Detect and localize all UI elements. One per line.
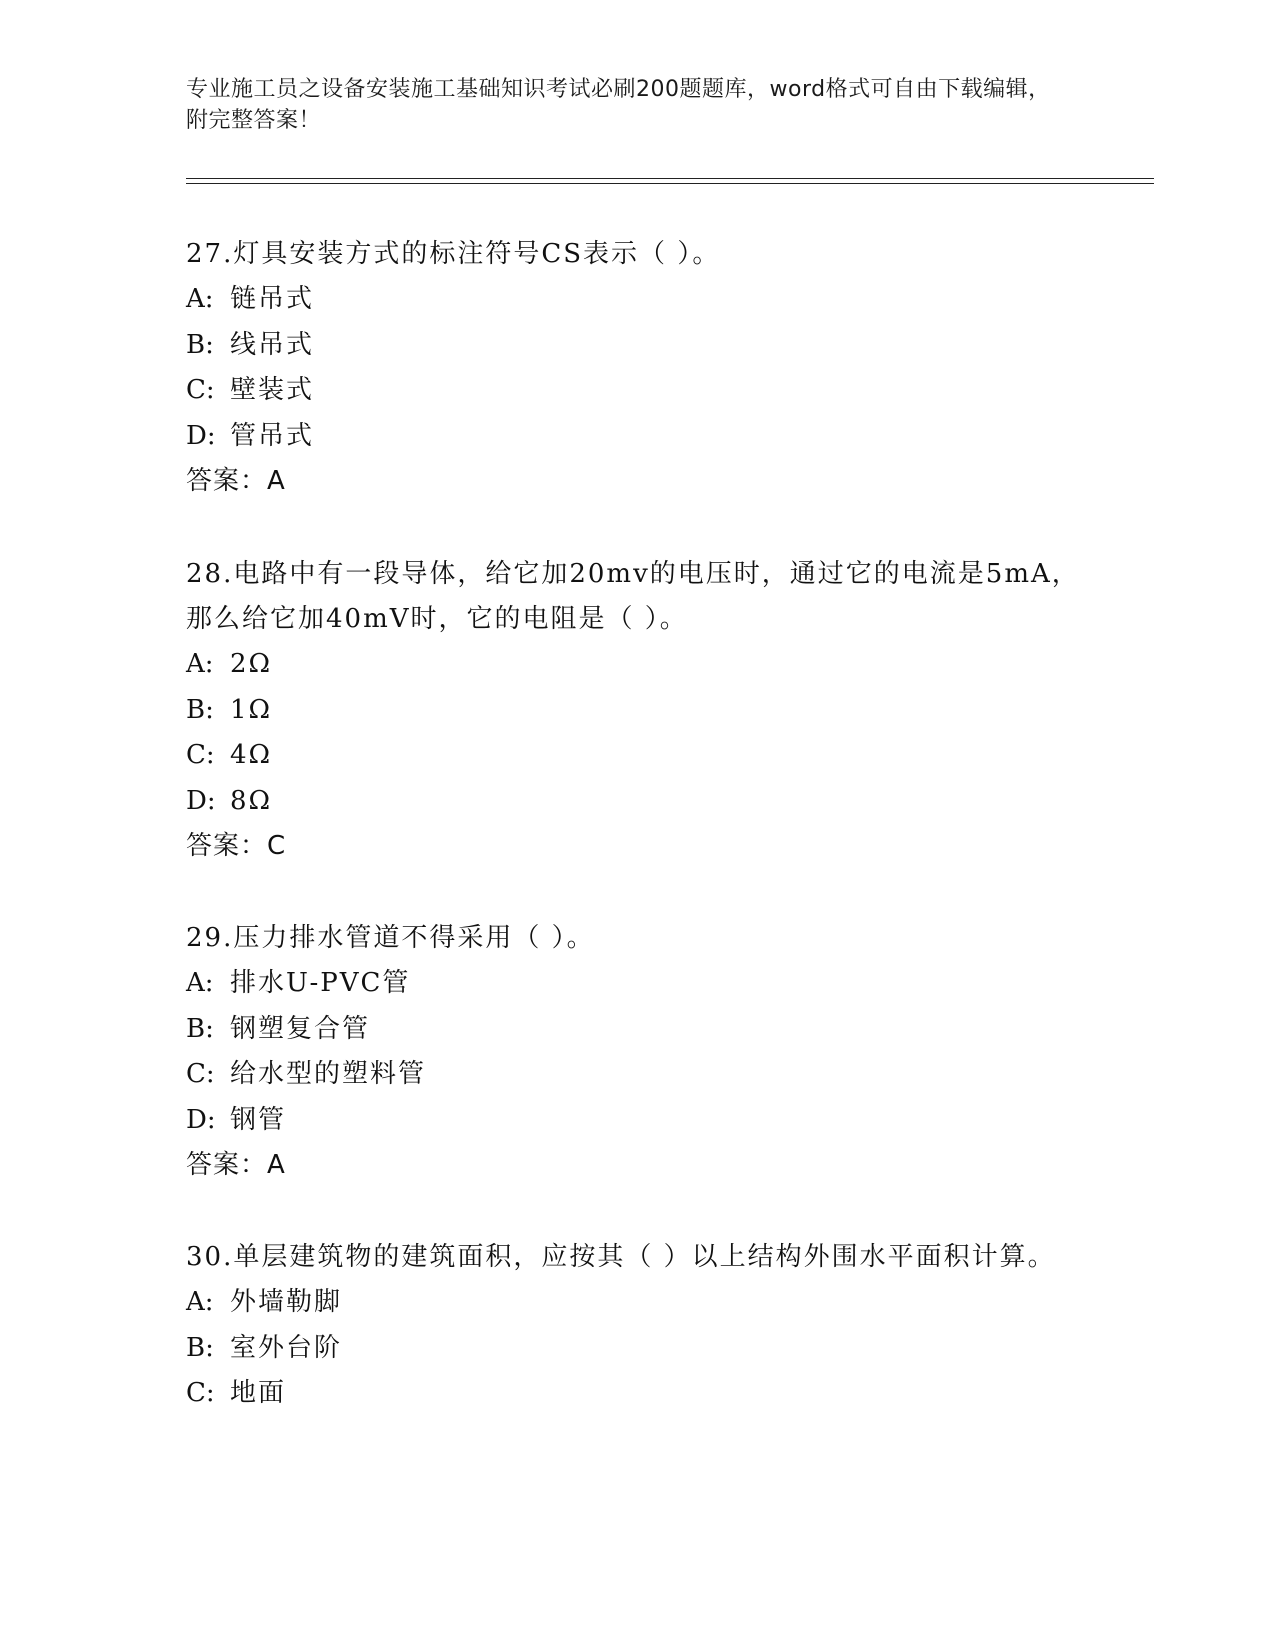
option-text: 室外台阶 [230, 1332, 343, 1363]
question-stem: 28.电路中有一段导体，给它加20mv的电压时，通过它的电流是5mA，那么给它加40mV时，它的电阻是（ ）。 [186, 559, 1080, 634]
option-text: 管吊式 [230, 420, 315, 451]
option-text: 8Ω [230, 785, 273, 816]
header-divider-top [186, 178, 1154, 179]
option-letter: B: [186, 694, 214, 725]
option-d [186, 1098, 1106, 1144]
option-letter: A: [186, 1287, 214, 1317]
option-letter: B: [186, 1013, 214, 1044]
option-a [186, 961, 1106, 1007]
option-letter: C: [186, 740, 215, 770]
option-text: 链吊式 [230, 284, 315, 314]
option-letter: D: [186, 785, 216, 816]
answer-line: 答案：A [186, 1150, 286, 1180]
option-letter: A: [186, 968, 214, 998]
option-b [186, 1007, 1106, 1053]
option-b [186, 688, 1106, 734]
question-29 [186, 916, 1106, 1188]
option-a [186, 642, 1106, 688]
question-28 [186, 552, 1106, 869]
answer-line: 答案：C [186, 831, 287, 861]
question-stem: 27.灯具安装方式的标注符号CS表示（ ）。 [186, 239, 721, 269]
option-letter: A: [186, 649, 214, 679]
option-c [186, 1052, 1106, 1098]
option-letter: B: [186, 329, 214, 360]
option-text: 线吊式 [230, 329, 315, 360]
option-text: 给水型的塑料管 [230, 1059, 427, 1089]
document-header: 专业施工员之设备安装施工基础知识考试必刷200题题库，word格式可自由下载编辑，附完整答案！ [186, 77, 1051, 133]
option-letter: B: [186, 1332, 214, 1363]
answer-line: 答案：A [186, 466, 286, 496]
option-text: 壁装式 [230, 375, 315, 405]
option-text: 钢塑复合管 [230, 1013, 371, 1044]
option-text: 2Ω [230, 649, 273, 679]
option-text: 4Ω [230, 740, 273, 770]
option-a [186, 1280, 1106, 1326]
question-27 [186, 232, 1106, 504]
option-text: 地面 [230, 1378, 287, 1408]
question-30 [186, 1235, 1106, 1417]
option-letter: C: [186, 1059, 215, 1089]
option-d [186, 414, 1106, 460]
option-text: 钢管 [230, 1104, 287, 1135]
option-text: 外墙勒脚 [230, 1287, 343, 1317]
option-letter: C: [186, 1378, 215, 1408]
option-letter: A: [186, 284, 214, 314]
option-letter: D: [186, 420, 216, 451]
option-text: 排水U-PVC管 [230, 968, 411, 998]
option-c [186, 1371, 1106, 1417]
option-letter: C: [186, 375, 215, 405]
option-b [186, 1326, 1106, 1372]
option-c [186, 733, 1106, 779]
option-c [186, 368, 1106, 414]
question-stem: 30.单层建筑物的建筑面积，应按其（ ）以上结构外围水平面积计算。 [186, 1242, 1056, 1272]
header-divider-bottom [186, 183, 1154, 184]
question-stem: 29.压力排水管道不得采用（ ）。 [186, 923, 595, 953]
option-d [186, 779, 1106, 825]
option-text: 1Ω [230, 694, 273, 725]
option-letter: D: [186, 1104, 216, 1135]
option-b [186, 323, 1106, 369]
option-a [186, 277, 1106, 323]
